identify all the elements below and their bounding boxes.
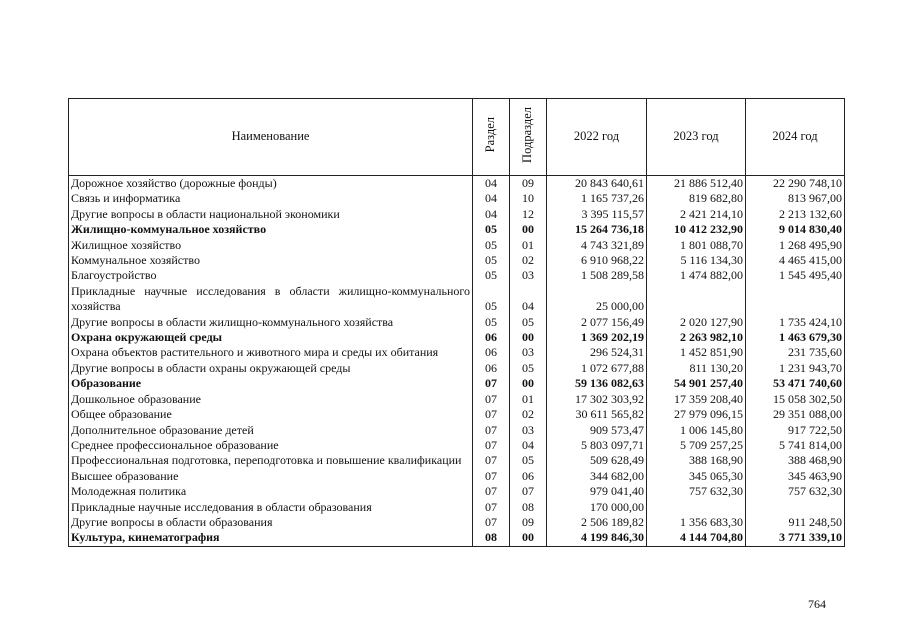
row-value-2022: 20 843 640,61 — [547, 176, 647, 192]
row-subsection-code: 05 — [510, 361, 547, 376]
row-name: Жилищное хозяйство — [69, 238, 473, 253]
header-section: Раздел — [473, 99, 510, 176]
row-name: Дорожное хозяйство (дорожные фонды) — [69, 176, 473, 192]
row-value-2022: 296 524,31 — [547, 345, 647, 360]
row-value-2023: 2 020 127,90 — [647, 315, 746, 330]
table-row — [69, 392, 845, 407]
row-name: Жилищно-коммунальное хозяйство — [69, 222, 473, 237]
row-value-2022: 1 072 677,88 — [547, 361, 647, 376]
row-section-code: 05 — [473, 268, 510, 283]
row-value-2022: 30 611 565,82 — [547, 407, 647, 422]
row-value-2024: 3 771 339,10 — [746, 530, 845, 546]
table-row — [69, 438, 845, 453]
row-section-code: 05 — [473, 284, 510, 315]
row-value-2024: 1 463 679,30 — [746, 330, 845, 345]
table-row — [69, 238, 845, 253]
row-value-2024: 231 735,60 — [746, 345, 845, 360]
row-subsection-code: 05 — [510, 453, 547, 468]
table-row — [69, 330, 845, 345]
row-value-2023: 1 452 851,90 — [647, 345, 746, 360]
row-subsection-code: 00 — [510, 376, 547, 391]
row-subsection-code: 07 — [510, 484, 547, 499]
row-value-2024: 911 248,50 — [746, 515, 845, 530]
page-number: 764 — [808, 597, 826, 611]
row-section-code: 07 — [473, 407, 510, 422]
row-value-2023: 54 901 257,40 — [647, 376, 746, 391]
row-value-2023: 2 421 214,10 — [647, 207, 746, 222]
row-value-2022: 1 165 737,26 — [547, 191, 647, 206]
table-row — [69, 407, 845, 422]
row-name: Другие вопросы в области охраны окружающей среды — [69, 361, 473, 376]
row-value-2023: 5 709 257,25 — [647, 438, 746, 453]
row-value-2023: 1 006 145,80 — [647, 423, 746, 438]
row-name: Другие вопросы в области образования — [69, 515, 473, 530]
table-row — [69, 453, 845, 468]
row-value-2023: 2 263 982,10 — [647, 330, 746, 345]
header-year-2023: 2023 год — [647, 99, 746, 176]
row-value-2022: 1 369 202,19 — [547, 330, 647, 345]
table-row — [69, 345, 845, 360]
row-name: Дополнительное образование детей — [69, 423, 473, 438]
row-name: Охрана объектов растительного и животного мира и среды их обитания — [69, 345, 473, 360]
table-row — [69, 191, 845, 206]
table-row — [69, 207, 845, 222]
row-subsection-code: 04 — [510, 284, 547, 315]
row-name: Связь и информатика — [69, 191, 473, 206]
row-subsection-code: 08 — [510, 500, 547, 515]
row-section-code: 07 — [473, 423, 510, 438]
row-subsection-code: 05 — [510, 315, 547, 330]
budget-document — [68, 98, 844, 547]
row-section-code: 06 — [473, 361, 510, 376]
row-value-2024: 1 735 424,10 — [746, 315, 845, 330]
row-value-2023: 819 682,80 — [647, 191, 746, 206]
row-value-2023: 17 359 208,40 — [647, 392, 746, 407]
row-value-2022: 1 508 289,58 — [547, 268, 647, 283]
row-subsection-code: 09 — [510, 176, 547, 192]
row-value-2024: 757 632,30 — [746, 484, 845, 499]
row-value-2022: 344 682,00 — [547, 469, 647, 484]
row-value-2022: 4 199 846,30 — [547, 530, 647, 546]
row-value-2023: 10 412 232,90 — [647, 222, 746, 237]
row-value-2023: 388 168,90 — [647, 453, 746, 468]
row-section-code: 05 — [473, 222, 510, 237]
row-value-2023: 5 116 134,30 — [647, 253, 746, 268]
row-value-2022: 59 136 082,63 — [547, 376, 647, 391]
row-subsection-code: 06 — [510, 469, 547, 484]
table-row — [69, 515, 845, 530]
row-name: Другие вопросы в области жилищно-коммунального хозяйства — [69, 315, 473, 330]
row-value-2024: 345 463,90 — [746, 469, 845, 484]
row-subsection-code: 03 — [510, 345, 547, 360]
row-section-code: 06 — [473, 330, 510, 345]
row-name: Благоустройство — [69, 268, 473, 283]
row-subsection-code: 01 — [510, 238, 547, 253]
row-value-2023 — [647, 500, 746, 515]
row-section-code: 07 — [473, 376, 510, 391]
row-value-2022: 25 000,00 — [547, 284, 647, 315]
table-row — [69, 484, 845, 499]
row-value-2024: 813 967,00 — [746, 191, 845, 206]
row-value-2023: 27 979 096,15 — [647, 407, 746, 422]
row-name: Образование — [69, 376, 473, 391]
row-name: Охрана окружающей среды — [69, 330, 473, 345]
row-subsection-code: 00 — [510, 222, 547, 237]
row-name: Коммунальное хозяйство — [69, 253, 473, 268]
row-value-2022: 2 077 156,49 — [547, 315, 647, 330]
table-row — [69, 284, 845, 315]
row-value-2022: 4 743 321,89 — [547, 238, 647, 253]
header-year-2024: 2024 год — [746, 99, 845, 176]
row-value-2024: 1 231 943,70 — [746, 361, 845, 376]
row-value-2022: 170 000,00 — [547, 500, 647, 515]
row-value-2024 — [746, 500, 845, 515]
row-section-code: 04 — [473, 207, 510, 222]
row-section-code: 04 — [473, 191, 510, 206]
row-value-2022: 5 803 097,71 — [547, 438, 647, 453]
row-section-code: 07 — [473, 515, 510, 530]
row-value-2024: 53 471 740,60 — [746, 376, 845, 391]
row-subsection-code: 02 — [510, 407, 547, 422]
row-section-code: 05 — [473, 238, 510, 253]
row-name: Профессиональная подготовка, переподготовка и повышение квалификации — [69, 453, 473, 468]
row-value-2024: 388 468,90 — [746, 453, 845, 468]
table-row — [69, 423, 845, 438]
row-subsection-code: 09 — [510, 515, 547, 530]
row-value-2022: 17 302 303,92 — [547, 392, 647, 407]
row-value-2024: 29 351 088,00 — [746, 407, 845, 422]
row-value-2024: 22 290 748,10 — [746, 176, 845, 192]
row-value-2022: 15 264 736,18 — [547, 222, 647, 237]
row-value-2023 — [647, 284, 746, 315]
table-row — [69, 500, 845, 515]
table-header-row — [69, 99, 845, 176]
row-value-2023: 811 130,20 — [647, 361, 746, 376]
row-value-2022: 979 041,40 — [547, 484, 647, 499]
row-name: Культура, кинематография — [69, 530, 473, 546]
row-subsection-code: 04 — [510, 438, 547, 453]
row-value-2024: 2 213 132,60 — [746, 207, 845, 222]
row-name: Среднее профессиональное образование — [69, 438, 473, 453]
row-name: Высшее образование — [69, 469, 473, 484]
row-value-2023: 1 474 882,00 — [647, 268, 746, 283]
table-row — [69, 176, 845, 192]
row-value-2023: 345 065,30 — [647, 469, 746, 484]
row-value-2022: 2 506 189,82 — [547, 515, 647, 530]
row-name: Прикладные научные исследования в области жилищно-коммунального хозяйства — [69, 284, 473, 315]
table-row — [69, 222, 845, 237]
row-section-code: 05 — [473, 253, 510, 268]
row-name: Молодежная политика — [69, 484, 473, 499]
row-value-2024: 5 741 814,00 — [746, 438, 845, 453]
row-value-2024: 15 058 302,50 — [746, 392, 845, 407]
row-section-code: 07 — [473, 500, 510, 515]
row-subsection-code: 01 — [510, 392, 547, 407]
row-value-2023: 1 801 088,70 — [647, 238, 746, 253]
table-row — [69, 376, 845, 391]
table-row — [69, 469, 845, 484]
header-name: Наименование — [69, 99, 473, 176]
row-subsection-code: 00 — [510, 330, 547, 345]
row-section-code: 07 — [473, 438, 510, 453]
budget-table — [68, 98, 845, 547]
table-row — [69, 315, 845, 330]
row-subsection-code: 03 — [510, 423, 547, 438]
row-value-2024: 9 014 830,40 — [746, 222, 845, 237]
row-value-2024: 917 722,50 — [746, 423, 845, 438]
row-value-2022: 509 628,49 — [547, 453, 647, 468]
row-value-2024: 4 465 415,00 — [746, 253, 845, 268]
row-section-code: 07 — [473, 469, 510, 484]
row-subsection-code: 03 — [510, 268, 547, 283]
row-subsection-code: 10 — [510, 191, 547, 206]
row-value-2022: 909 573,47 — [547, 423, 647, 438]
row-name: Прикладные научные исследования в области образования — [69, 500, 473, 515]
row-section-code: 04 — [473, 176, 510, 192]
header-subsection: Подраздел — [510, 99, 547, 176]
row-section-code: 07 — [473, 484, 510, 499]
row-subsection-code: 12 — [510, 207, 547, 222]
table-row — [69, 530, 845, 546]
header-year-2022: 2022 год — [547, 99, 647, 176]
row-value-2024 — [746, 284, 845, 315]
table-row — [69, 253, 845, 268]
row-name: Дошкольное образование — [69, 392, 473, 407]
row-section-code: 05 — [473, 315, 510, 330]
row-subsection-code: 00 — [510, 530, 547, 546]
row-section-code: 07 — [473, 453, 510, 468]
row-value-2024: 1 545 495,40 — [746, 268, 845, 283]
row-section-code: 06 — [473, 345, 510, 360]
row-value-2023: 4 144 704,80 — [647, 530, 746, 546]
table-row — [69, 268, 845, 283]
row-value-2023: 21 886 512,40 — [647, 176, 746, 192]
row-value-2023: 757 632,30 — [647, 484, 746, 499]
row-value-2024: 1 268 495,90 — [746, 238, 845, 253]
row-section-code: 07 — [473, 392, 510, 407]
table-row — [69, 361, 845, 376]
row-name: Другие вопросы в области национальной экономики — [69, 207, 473, 222]
row-value-2022: 3 395 115,57 — [547, 207, 647, 222]
row-value-2023: 1 356 683,30 — [647, 515, 746, 530]
row-name: Общее образование — [69, 407, 473, 422]
row-subsection-code: 02 — [510, 253, 547, 268]
row-value-2022: 6 910 968,22 — [547, 253, 647, 268]
row-section-code: 08 — [473, 530, 510, 546]
